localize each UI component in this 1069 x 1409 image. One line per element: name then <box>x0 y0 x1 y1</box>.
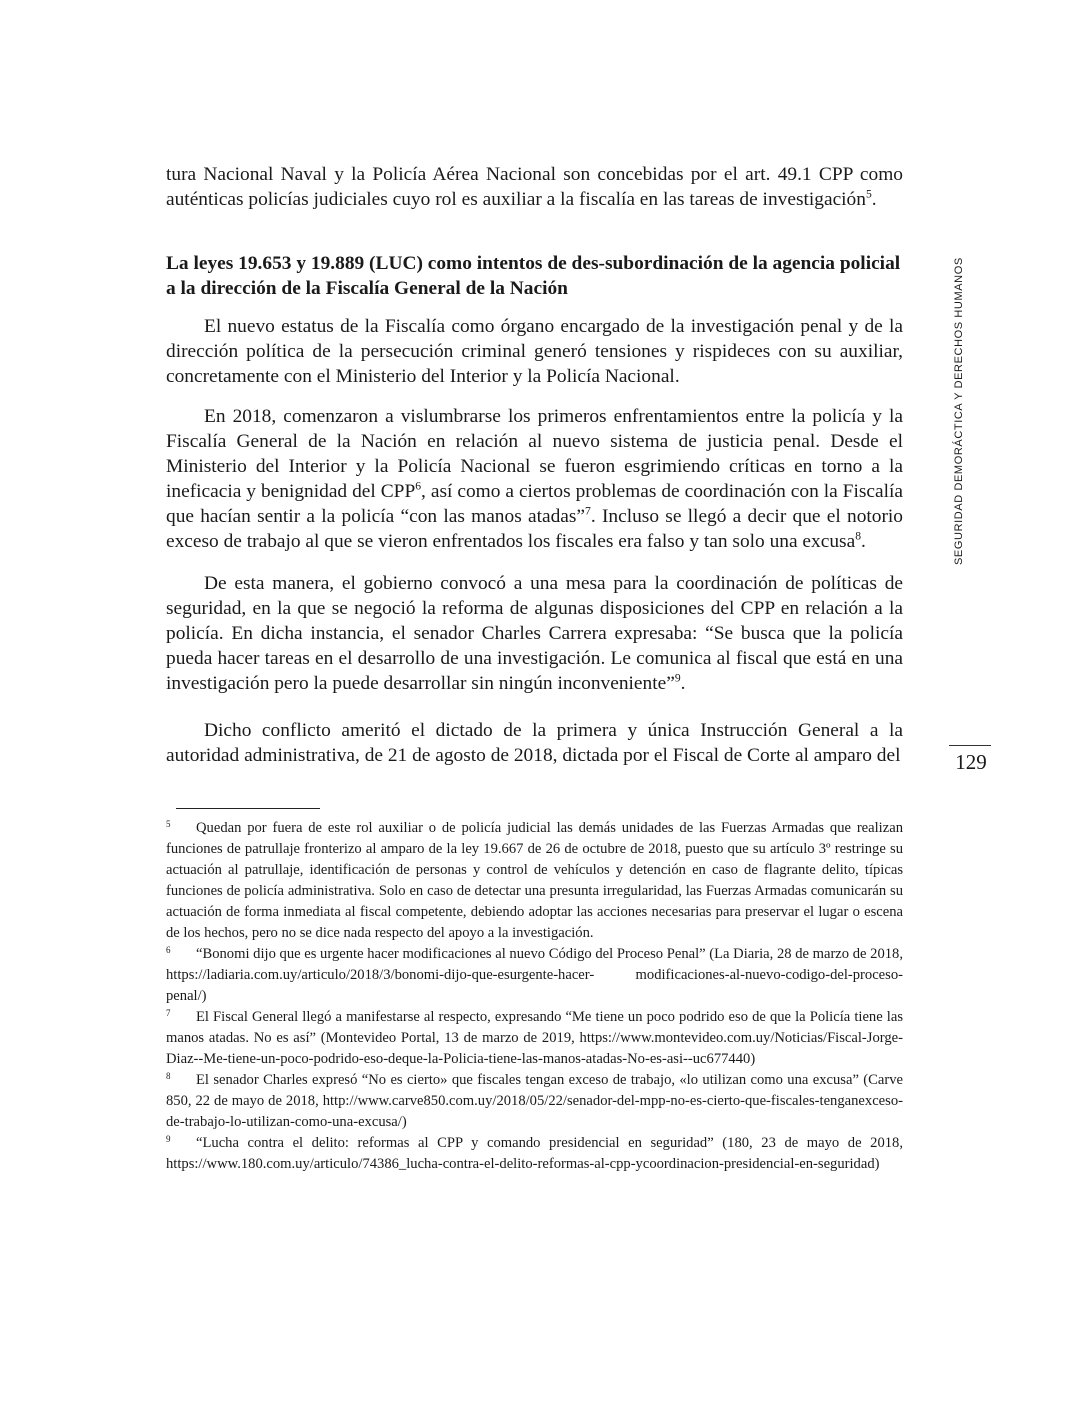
paragraph-3-text: De esta manera, el gobierno convocó a una mesa para la coordinación de políticas de seguridad, en la que se negoció la reforma de algunas disposiciones del CPP en relación a la policía. En dicha instancia, el senador Charles Carrera expresaba: “Se busca que la policía pueda hacer tareas en el desarrollo de una investigación. Le comunica al fiscal que está en una investigación pero la puede desarrollar sin ningún inconveniente” <box>166 573 903 694</box>
footnote <box>166 1133 903 1175</box>
footnotes <box>166 818 903 1175</box>
footnote <box>166 818 903 944</box>
page-number: 129 <box>955 750 987 774</box>
footnote-number: 7 <box>166 1008 171 1018</box>
footnote-ref[interactable]: 7 <box>585 504 591 518</box>
paragraph-2 <box>166 404 903 554</box>
footnote-ref[interactable]: 6 <box>415 479 422 493</box>
intro-paragraph <box>166 162 903 212</box>
paragraph-3-end: . <box>680 673 686 694</box>
intro-text: tura Nacional Naval y la Policía Aérea Nacional son concebidas por el art. 49.1 CPP como auténticas policías judiciales cuyo rol es auxiliar a la fiscalía en las tareas de investigación <box>166 164 903 210</box>
paragraph-3 <box>166 571 903 696</box>
footnote-text: “Bonomi dijo que es urgente hacer modificaciones al nuevo Código del Proceso Penal” (La Diaria, 28 de marzo de 2018, https://ladiaria.com.uy/articulo/2018/3/bonomi-dijo-que-esurgente-hacer- modificaciones-al-nuevo-codigo-del-proceso-penal/) <box>166 946 903 1004</box>
footnote-number: 9 <box>166 1134 171 1144</box>
paragraph-2-text: . Incluso se llegó a decir que el notorio exceso de trabajo al que se vieron enfrentados los fiscales era falso y tan solo una excusa <box>166 506 904 552</box>
footnote-number: 6 <box>166 945 171 955</box>
running-section-title: SEGURIDAD DEMORÁCTICA Y DERECHOS HUMANOS <box>953 257 965 565</box>
footnote-ref[interactable]: 5 <box>865 187 872 201</box>
footnote-number: 8 <box>166 1071 171 1081</box>
paragraph-2-end: . <box>861 531 866 552</box>
footnote <box>166 944 903 1007</box>
footnote <box>166 1007 903 1070</box>
footnote-text: “Lucha contra el delito: reformas al CPP y comando presidencial en seguridad” (180, 23 de mayo de 2018, https://www.180.com.uy/articulo/74386_lucha-contra-el-delito-reformas-al-cpp-ycoordinacion-presidencial-en-seguridad) <box>166 1135 903 1172</box>
paragraph-2-text: , así como a ciertos problemas de coordinación con la Fiscalía que hacían sentir a la policía “con las manos atadas” <box>166 481 903 527</box>
paragraph-4: Dicho conflicto ameritó el dictado de la primera y única Instrucción General a la autoridad administrativa, de 21 de agosto de 2018, dictada por el Fiscal de Corte al amparo del <box>166 720 903 766</box>
footnote-ref[interactable]: 9 <box>674 671 681 685</box>
footnote-number: 5 <box>166 819 171 829</box>
intro-end: . <box>871 189 877 210</box>
footnote <box>166 1070 903 1133</box>
footnote-separator <box>176 808 320 809</box>
paragraph-1: El nuevo estatus de la Fiscalía como órgano encargado de la investigación penal y de la dirección política de la persecución criminal generó tensiones y rispideces con su auxiliar, concretamente con el Ministerio del Interior y la Policía Nacional. <box>166 316 903 387</box>
footnote-ref[interactable]: 8 <box>855 529 861 543</box>
footnote-text: Quedan por fuera de este rol auxiliar o de policía judicial las demás unidades de las Fuerzas Armadas que realizan funciones de patrullaje fronterizo al amparo de la ley 19.667 de 26 de octubre de 2018, puesto que su artículo 3º restringe su actuación al patrullaje, identificación de personas y control de vehículos y detención en caso de flagrante delito, típicas funciones de policía administrativa. Solo en caso de detectar una presunta irregularidad, las Fuerzas Armadas comunicarán su actuación de forma inmediata al fiscal competente, debiendo adoptar las acciones necesarias para preservar el lugar o escena de los hechos, pero no se dice nada respecto del apoyo a la investigación. <box>166 820 903 941</box>
page-number-rule <box>949 745 991 746</box>
section-heading: La leyes 19.653 y 19.889 (LUC) como intentos de des-subordinación de la agencia policial a la dirección de la Fiscalía General de la Nación <box>166 253 901 299</box>
footnote-text: El senador Charles expresó “No es cierto» que fiscales tengan exceso de trabajo, «lo utilizan como una excusa” (Carve 850, 22 de mayo de 2018, http://www.carve850.com.uy/2018/05/22/senador-del-mpp-no-es-cierto-que-fiscales-tenganexceso-de-trabajo-lo-utilizan-como-una-excusa/) <box>166 1072 903 1130</box>
footnote-text: El Fiscal General llegó a manifestarse al respecto, expresando “Me tiene un poco podrido eso de que la Policía tiene las manos atadas. No es así” (Montevideo Portal, 13 de marzo de 2019, https://www.montevideo.com.uy/Noticias/Fiscal-Jorge-Diaz--Me-tiene-un-poco-podrido-eso-deque-la-Policia-tiene-las-manos-atadas-No-es-asi--uc677440) <box>166 1009 903 1067</box>
paragraph-2-text: En 2018, comenzaron a vislumbrarse los primeros enfrentamientos entre la policía y la Fiscalía General de la Nación en relación al nuevo sistema de justicia penal. Desde el Ministerio del Interior y la Policía Nacional se fueron esgrimiendo críticas en torno a la ineficacia y benignidad del CPP <box>166 406 903 502</box>
